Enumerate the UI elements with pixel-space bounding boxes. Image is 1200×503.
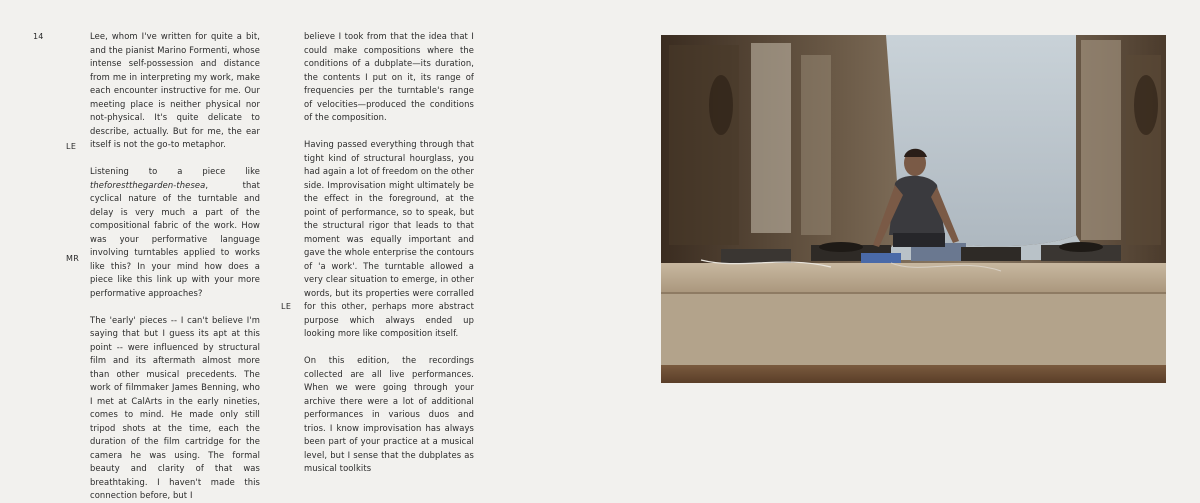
performance-photo	[661, 35, 1166, 383]
speaker-label-le: LE	[66, 142, 77, 151]
paragraph: Lee, whom I've written for quite a bit, and the pianist Marino Formenti, whose intense self-possession and distance from me in interpreting my work, make each encounter instructive for me. Our meeting place is neither physical nor not-physical. It's quite delicate to describe, actually. But for me, the ear itself is not the go-to metaphor.	[90, 31, 260, 149]
paragraph-text: , that cyclical nature of the turntable and delay is very much a part of the compositional fabric of the work. How was your performative language involving turntables applied to works like this? In your mind how does a piece like this link up with your more performative approaches?	[90, 179, 260, 298]
page-number: 14	[33, 32, 44, 41]
paragraph-question	[90, 165, 260, 300]
work-title: theforestthegarden-thesea	[90, 179, 206, 190]
paragraph-question: On this edition, the recordings collected are all live performances. When we were going through your archive there were a lot of additional performances in various duos and trios. I know improvisation has always been part of your practice at a musical level, but I sense that the dubplates as musical toolkits	[304, 355, 474, 473]
paragraph: Having passed everything through that tight kind of structural hourglass, you had again a lot of freedom on the other side. Improvisation might ultimately be the effect in the foreground, at the point of performance, so to speak, but the structural rigor that leads to that moment was equally important and gave the whole enterprise the contours of 'a work'. The turntable allowed a very clear situation to emerge, in other words, but its properties were corralled for this other, perhaps more abstract purpose which always ended up looking more like composition itself.	[304, 139, 474, 338]
text-column-left	[90, 30, 260, 503]
speaker-label-mr: MR	[66, 254, 80, 263]
paragraph-text: Listening to a piece like	[90, 166, 260, 176]
paragraph-answer: The 'early' pieces -- I can't believe I'm saying that but I guess its apt at this point -- were influenced by structural film and its aftermath almost more than other musical precedents. The work of filmmaker James Benning, who I met at CalArts in the early nineties, comes to mind. He made only still tripod shots at the time, each the duration of the film cartridge for the camera he was using. The formal beauty and clarity of that was breathtaking. I haven't made this connection before, but I	[90, 314, 260, 500]
paragraph: believe I took from that the idea that I could make compositions where the conditions of a dubplate—its duration, the contents I put on it, its range of frequencies per the turntable's range of velocities—produced the conditions of the composition.	[304, 31, 474, 122]
photo-illustration	[661, 35, 1166, 383]
text-column-right	[304, 30, 474, 476]
speaker-label-le-2: LE	[281, 302, 292, 311]
